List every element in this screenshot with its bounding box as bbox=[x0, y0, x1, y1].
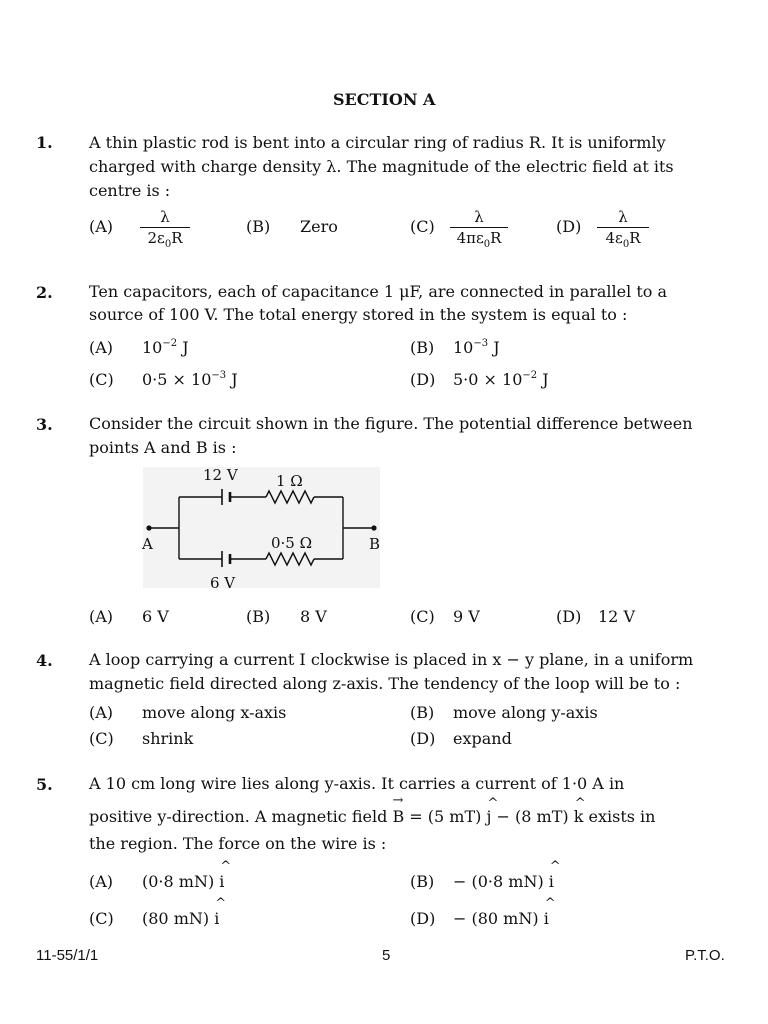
q1-a-denominator: $2\varepsilon_0R$ bbox=[147, 229, 183, 250]
q4-text-line-2: magnetic field directed along z-axis. The tendency of the loop will be to : bbox=[89, 674, 681, 693]
q1-c-numerator: λ bbox=[450, 208, 508, 228]
resistor-bottom bbox=[266, 553, 314, 565]
q5-option-c-label: (C) bbox=[89, 909, 114, 928]
q2-option-d-value: $5\cdot 0 \times 10^{-2}$ J bbox=[453, 370, 549, 389]
q1-option-d-fraction bbox=[597, 208, 649, 250]
q1-option-a-fraction bbox=[140, 208, 190, 250]
q3-option-b-text: 8 V bbox=[300, 607, 327, 626]
q2-number: 2. bbox=[36, 283, 53, 302]
q2-option-a-value: $10^{-2}$ J bbox=[142, 338, 189, 357]
q5-text-line-1: A 10 cm long wire lies along y-axis. It carries a current of 1·0 A in bbox=[89, 774, 625, 793]
q1-option-a-label: (A) bbox=[89, 217, 114, 236]
q5-text-line-2: positive y-direction. A magnetic field → B = (5 mT) ^ j − (8 mT) ^ k exists in bbox=[89, 805, 655, 829]
unit-vector-k: ^ k bbox=[574, 805, 584, 829]
q1-text-line-1: A thin plastic rod is bent into a circular ring of radius R. It is uniformly bbox=[89, 133, 666, 152]
q3-option-b-label: (B) bbox=[246, 607, 271, 626]
q5-option-b-label: (B) bbox=[410, 872, 435, 891]
q1-a-numerator: λ bbox=[140, 208, 190, 228]
q4-option-d-label: (D) bbox=[410, 729, 436, 748]
q1-text-line-3: centre is : bbox=[89, 181, 171, 200]
q1-option-c-label: (C) bbox=[410, 217, 435, 236]
q4-option-b-text: move along y-axis bbox=[453, 703, 598, 722]
q3-text-line-2: points A and B is : bbox=[89, 438, 237, 457]
q3-option-d-label: (D) bbox=[556, 607, 582, 626]
q3-option-a-text: 6 V bbox=[142, 607, 169, 626]
circuit-label-b: B bbox=[369, 535, 381, 553]
q1-option-c-fraction bbox=[450, 208, 508, 250]
q1-option-b-text: Zero bbox=[300, 217, 338, 236]
q3-option-c-label: (C) bbox=[410, 607, 435, 626]
q1-text-line-2: charged with charge density λ. The magnitude of the electric field at its bbox=[89, 157, 674, 176]
q2-option-a-label: (A) bbox=[89, 338, 114, 357]
footer-paper-code: 11-55/1/1 bbox=[36, 947, 99, 964]
q3-option-c-text: 9 V bbox=[453, 607, 480, 626]
point-a-dot bbox=[146, 525, 151, 530]
q4-option-c-label: (C) bbox=[89, 729, 114, 748]
q5-option-d-text: − (80 mN) ^ i bbox=[453, 909, 549, 928]
q2-option-b-label: (B) bbox=[410, 338, 435, 357]
q4-option-c-text: shrink bbox=[142, 729, 194, 748]
q5-option-d-label: (D) bbox=[410, 909, 436, 928]
q5-text-line-3: the region. The force on the wire is : bbox=[89, 834, 387, 853]
q5-option-c-text: (80 mN) ^ i bbox=[142, 909, 219, 928]
q1-c-denominator: $4\pi\varepsilon_0R$ bbox=[456, 229, 502, 250]
q5-option-a-label: (A) bbox=[89, 872, 114, 891]
vector-b-symbol: → B bbox=[392, 805, 404, 829]
q4-option-a-text: move along x-axis bbox=[142, 703, 287, 722]
circuit-label-1ohm: 1 Ω bbox=[276, 472, 303, 490]
circuit-diagram bbox=[140, 462, 390, 594]
point-b-dot bbox=[371, 525, 376, 530]
section-title: SECTION A bbox=[333, 90, 436, 109]
q2-option-c-value: $0\cdot 5 \times 10^{-3}$ J bbox=[142, 370, 238, 389]
footer-pto: P.T.O. bbox=[685, 947, 725, 964]
q4-option-b-label: (B) bbox=[410, 703, 435, 722]
q2-option-d-label: (D) bbox=[410, 370, 436, 389]
circuit-label-12v: 12 V bbox=[203, 466, 238, 484]
q1-number: 1. bbox=[36, 133, 53, 152]
q2-text-line-1: Ten capacitors, each of capacitance 1 μF, are connected in parallel to a bbox=[89, 282, 668, 301]
q3-option-d-text: 12 V bbox=[598, 607, 635, 626]
q2-option-c-label: (C) bbox=[89, 370, 114, 389]
resistor-top bbox=[266, 491, 314, 503]
q5-option-a-text: (0·8 mN) ^ i bbox=[142, 872, 224, 891]
q4-text-line-1: A loop carrying a current I clockwise is placed in x − y plane, in a uniform bbox=[89, 650, 694, 669]
q1-option-b-label: (B) bbox=[246, 217, 271, 236]
q2-text-line-2: source of 100 V. The total energy stored in the system is equal to : bbox=[89, 305, 628, 324]
q3-number: 3. bbox=[36, 415, 53, 434]
circuit-label-a: A bbox=[142, 535, 153, 553]
q4-option-a-label: (A) bbox=[89, 703, 114, 722]
q1-d-denominator: $4\varepsilon_0R$ bbox=[605, 229, 641, 250]
q3-text-line-1: Consider the circuit shown in the figure. The potential difference between bbox=[89, 414, 693, 433]
q1-d-numerator: λ bbox=[597, 208, 649, 228]
q4-number: 4. bbox=[36, 651, 53, 670]
q3-option-a-label: (A) bbox=[89, 607, 114, 626]
q4-option-d-text: expand bbox=[453, 729, 512, 748]
circuit-label-6v: 6 V bbox=[210, 574, 236, 592]
q1-option-d-label: (D) bbox=[556, 217, 582, 236]
q5-option-b-text: − (0·8 mN) ^ i bbox=[453, 872, 554, 891]
unit-vector-j: ^ j bbox=[486, 805, 491, 829]
circuit-label-0-5ohm: 0·5 Ω bbox=[271, 534, 313, 552]
q2-option-b-value: $10^{-3}$ J bbox=[453, 338, 500, 357]
q5-number: 5. bbox=[36, 775, 53, 794]
footer-page-number: 5 bbox=[382, 947, 391, 964]
